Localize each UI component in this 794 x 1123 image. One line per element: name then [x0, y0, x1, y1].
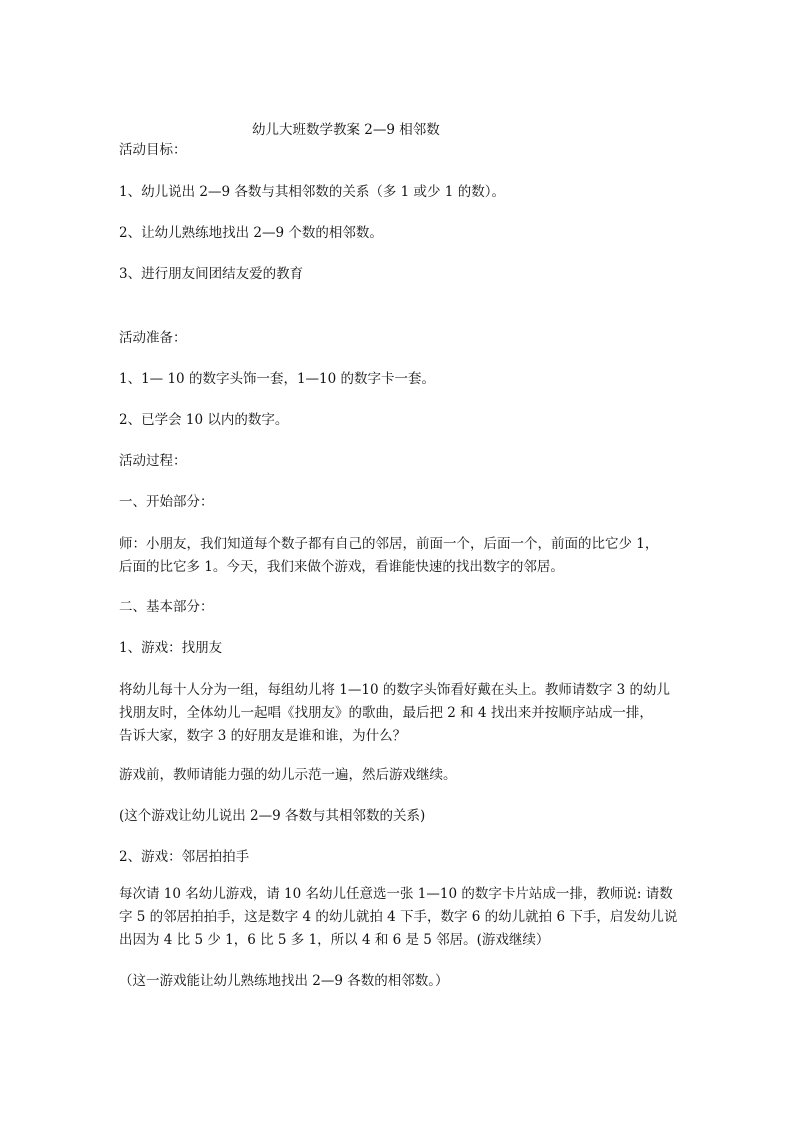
- teacher-intro-line: 师：小朋友，我们知道每个数子都有自己的邻居，前面一个，后面一个，前面的比它少 1，: [119, 536, 659, 552]
- game-2-heading: 2、游戏：邻居拍拍手: [119, 849, 250, 865]
- goal-item-3: 3、进行朋友间团结友爱的教育: [119, 266, 304, 282]
- teacher-intro-line: 后面的比它多 1。今天，我们来做个游戏，看谁能快速的找出数字的邻居。: [119, 559, 564, 575]
- game-1-demo: 游戏前，教师请能力强的幼儿示范一遍，然后游戏继续。: [119, 767, 457, 783]
- teacher-intro-paragraph: [119, 533, 679, 579]
- goals-heading: 活动目标：: [119, 142, 187, 158]
- goal-item-1: 1、幼儿说出 2—9 各数与其相邻数的关系（多 1 或少 1 的数）。: [119, 184, 505, 200]
- document-title: 幼儿大班数学教案 2—9 相邻数: [252, 122, 440, 138]
- game-1-heading: 1、游戏：找朋友: [119, 640, 223, 656]
- game-1-line: 将幼儿每十人分为一组，每组幼儿将 1—10 的数字头饰看好戴在头上。教师请数字 3 的幼儿: [119, 682, 671, 698]
- game-2-line: 每次请 10 名幼儿游戏，请 10 名幼儿任意选一张 1—10 的数字卡片站成一排，教师说: 请数: [119, 886, 673, 902]
- prep-item-1: 1、1— 10 的数字头饰一套，1—10 的数字卡一套。: [119, 371, 435, 387]
- game-2-line: 出因为 4 比 5 少 1，6 比 5 多 1，所以 4 和 6 是 5 邻居。(游戏继续）: [119, 932, 550, 948]
- game-1-line: 找朋友时，全体幼儿一起唱《找朋友》的歌曲，最后把 2 和 4 找出来并按顺序站成一排，: [119, 705, 653, 721]
- part-2-heading: 二、基本部分：: [119, 599, 214, 615]
- prep-item-2: 2、已学会 10 以内的数字。: [119, 412, 289, 428]
- game-2-line: 字 5 的邻居拍拍手，这是数字 4 的幼儿就拍 4 下手，数字 6 的幼儿就拍 6 下手，启发幼儿说: [119, 909, 678, 925]
- game-1-note: (这个游戏让幼儿说出 2—9 各数与其相邻数的关系): [119, 808, 426, 824]
- game-2-paragraph: [119, 883, 679, 952]
- game-1-paragraph: [119, 679, 679, 748]
- game-2-note: （这一游戏能让幼儿熟练地找出 2—9 各数的相邻数。）: [119, 973, 449, 989]
- game-1-line: 告诉大家，数字 3 的好朋友是谁和谁，为什么？: [119, 728, 407, 744]
- process-heading: 活动过程：: [119, 453, 187, 469]
- prep-heading: 活动准备：: [119, 330, 187, 346]
- goal-item-2: 2、让幼儿熟练地找出 2—9 个数的相邻数。: [119, 225, 383, 241]
- part-1-heading: 一、开始部分：: [119, 494, 214, 510]
